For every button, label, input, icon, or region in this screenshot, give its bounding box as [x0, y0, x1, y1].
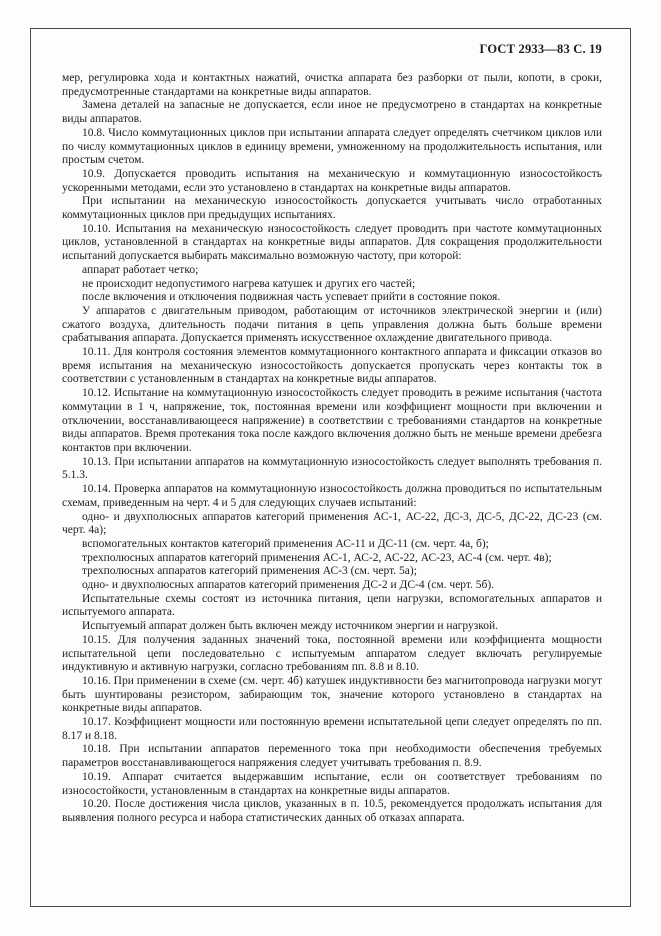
- paragraph: 10.9. Допускается проводить испытания на механическую и коммутационную износостойкость ускоренными методами, если это установлено в стандартах на конкретные виды аппаратов.: [62, 167, 602, 194]
- paragraph: 10.17. Коэффициент мощности или постоянную времени испытательной цепи следует определять по пп. 8.17 и 8.18.: [62, 716, 602, 742]
- paragraph: аппарат работает четко;: [82, 263, 199, 276]
- paragraph: Испытуемый аппарат должен быть включен между источником энергии и нагрузкой.: [82, 620, 499, 633]
- paragraph: 10.12. Испытание на коммутационную износостойкость следует проводить в режиме испытания (частота коммутации в 1 ч, напряжение, ток, постоянная времени или коэффициент мощности при включении и отключении, восстанавливающееся напряжение) в соответствии с требованиями стандартов на конкретные виды аппаратов. Время протекания тока после каждого включения должно быть не меньше времени дребезга контактов при включении.: [62, 387, 602, 454]
- paragraph: 10.8. Число коммутационных циклов при испытании аппарата следует определять счетчиком циклов или по числу коммутационных циклов в единицу времени, умноженному на продолжительность испытания, или простым счетом.: [62, 126, 602, 167]
- paragraph: не происходит недопустимого нагрева катушек и других его частей;: [82, 277, 416, 290]
- paragraph: трехполюсных аппаратов категорий применения АС-3 (см. черт. 5а);: [82, 565, 417, 578]
- paragraph: одно- и двухполюсных аппаратов категорий применения ДС-2 и ДС-4 (см. черт. 5б).: [82, 579, 495, 592]
- paragraph: 10.14. Проверка аппаратов на коммутационную износостойкость должна проводиться по испытательным схемам, приведенным на черт. 4 и 5 для следующих случаев испытаний:: [62, 483, 602, 509]
- paragraph: 10.19. Аппарат считается выдержавшим испытание, если он соответствует требованиям по износостойкости, установленным в стандартах на конкретные виды аппаратов.: [62, 770, 602, 797]
- document-body: [62, 72, 602, 826]
- paragraph: одно- и двухполюсных аппаратов категорий применения АС-1, АС-22, ДС-3, ДС-5, ДС-22, ДС-23 (см. черт. 4а);: [62, 510, 602, 537]
- paragraph: вспомогательных контактов категорий применения АС-11 и ДС-11 (см. черт. 4а, б);: [82, 537, 489, 550]
- paragraph: трехполюсных аппаратов категорий применения АС-1, АС-2, АС-22, АС-23, АС-4 (см. черт. 4в);: [82, 551, 552, 564]
- paragraph: При испытании на механическую износостойкость допускается учитывать число отработанных коммутационных циклов при предыдущих испытаниях.: [62, 195, 602, 222]
- paragraph: 10.10. Испытания на механическую износостойкость следует проводить при частоте коммутационных циклов, установленной в стандартах на конкретные виды аппаратов. Для сокращения продолжительности испытаний допускается выбирать максимально возможную частоту, при которой:: [62, 222, 602, 263]
- page-header: ГОСТ 2933—83 С. 19: [479, 42, 602, 56]
- paragraph: после включения и отключения подвижная часть успевает прийти в состояние покоя.: [82, 291, 501, 304]
- paragraph: 10.13. При испытании аппаратов на коммутационную износостойкость следует выполнять требования п. 5.1.3.: [62, 455, 602, 482]
- paragraph: 10.11. Для контроля состояния элементов коммутационного контактного аппарата и фиксации отказов во время испытания на механическую износостойкость допускается пропускать через контакты ток в соответствии с установленным в стандартах на конкретные виды аппаратов.: [62, 346, 602, 386]
- paragraph: Испытательные схемы состоят из источника питания, цепи нагрузки, вспомогательных аппаратов и испытуемого аппарата.: [62, 592, 602, 619]
- paragraph: мер, регулировка хода и контактных нажатий, очистка аппарата без разборки от пыли, копоти, в сроки, предусмотренные стандартами на конкретные виды аппаратов.: [62, 72, 602, 98]
- paragraph: У аппаратов с двигательным приводом, работающим от источников электрической энергии и (или) сжатого воздуха, длительность подачи питания в цепь управления должна быть больше времени срабатывания аппарата. Допускается применять искусственное охлаждение двигательного привода.: [62, 304, 602, 345]
- paragraph: 10.15. Для получения заданных значений тока, постоянной времени или коэффициента мощности испытательной цепи последовательно с испытуемым аппаратом следует включать регулируемые индуктивную и активную нагрузки, согласно требованиям пп. 8.8 и 8.10.: [62, 633, 602, 674]
- paragraph: 10.18. При испытании аппаратов переменного тока при необходимости обеспечения требуемых параметров восстанавливающегося напряжения следует учитывать требования п. 8.9.: [62, 743, 602, 770]
- paragraph: 10.20. После достижения числа циклов, указанных в п. 10.5, рекомендуется продолжать испытания для выявления полного ресурса и набора статистических данных об отказах аппарата.: [62, 798, 602, 824]
- paragraph: 10.16. При применении в схеме (см. черт. 4б) катушек индуктивности без магнитопровода нагрузки могут быть шунтированы резистором, забирающим ток, значение которого установлено в стандартах на конкретные виды аппаратов.: [62, 674, 602, 715]
- paragraph: Замена деталей на запасные не допускается, если иное не предусмотрено в стандартах на конкретные виды аппаратов.: [62, 99, 602, 126]
